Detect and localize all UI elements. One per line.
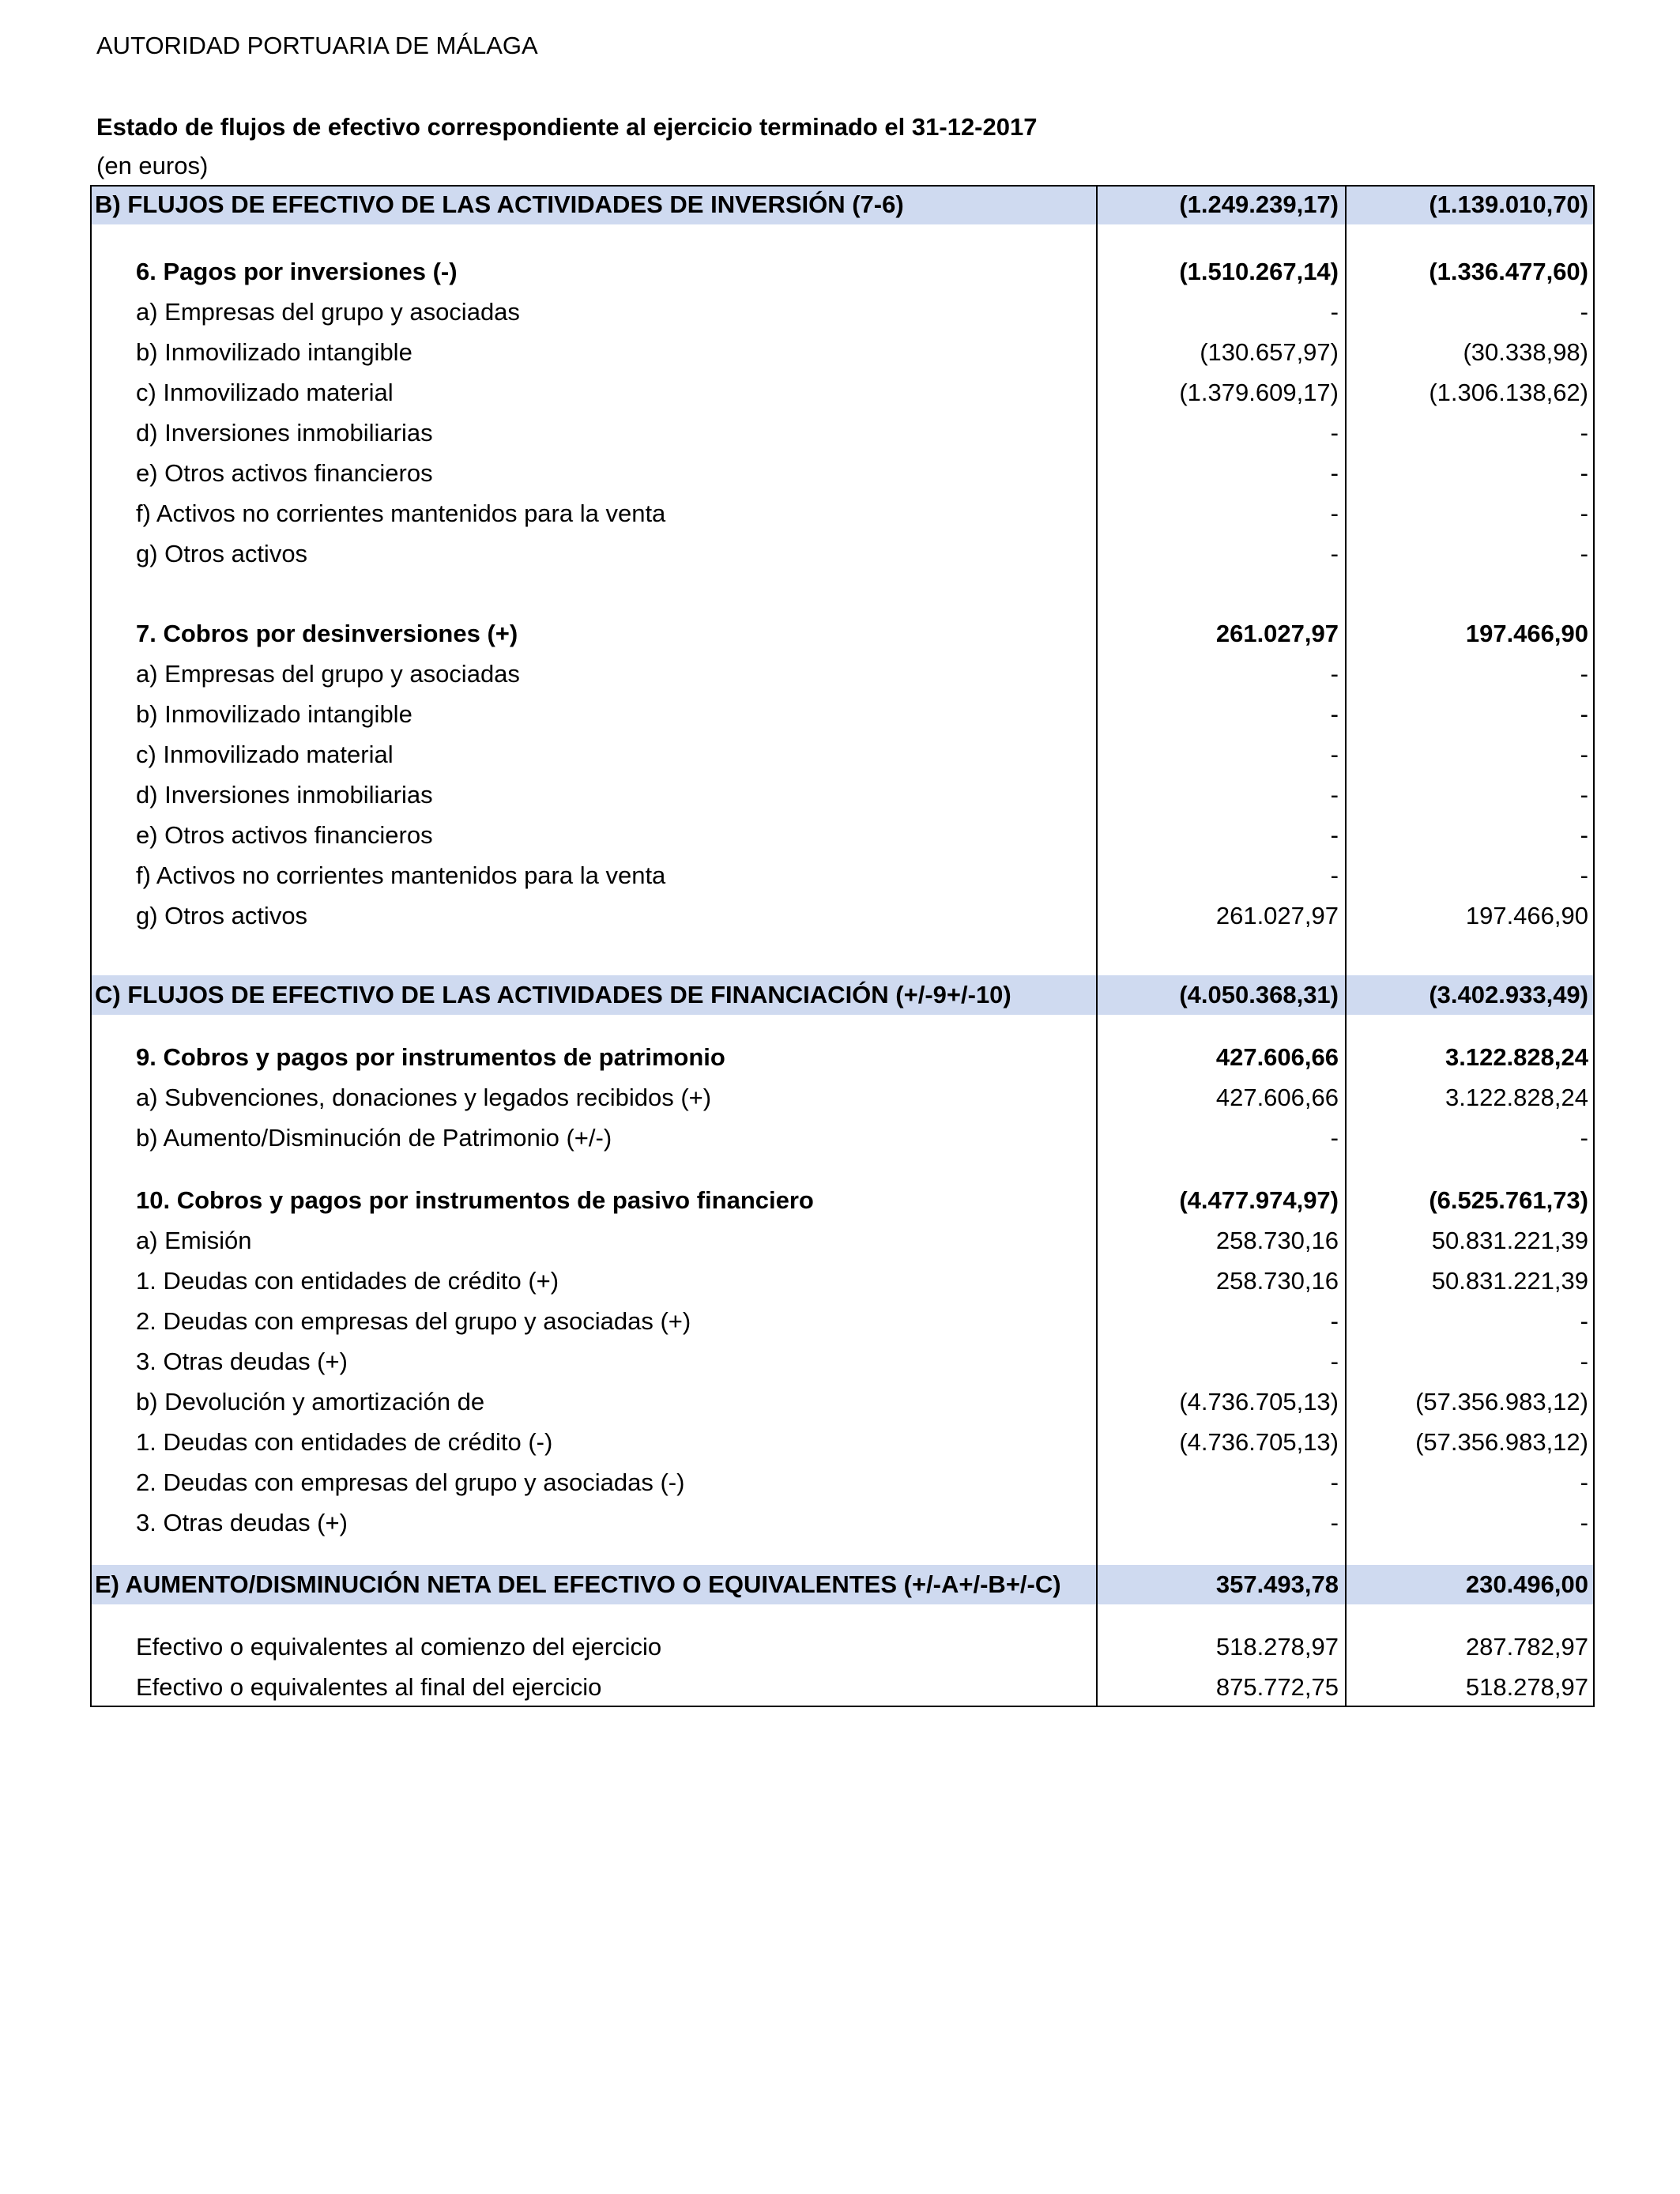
row-label: d) Inversiones inmobiliarias <box>136 780 433 809</box>
table-row <box>90 1667 1595 1707</box>
table-row <box>90 775 1595 815</box>
value-2016: 197.466,90 <box>1465 619 1588 647</box>
table-row <box>90 654 1595 694</box>
row-label: a) Empresas del grupo y asociadas <box>136 659 520 688</box>
row-label: e) Otros activos financieros <box>136 458 433 487</box>
value-2016: 230.496,00 <box>1465 1570 1588 1598</box>
row-label: b) Aumento/Disminución de Patrimonio (+/-) <box>136 1123 612 1152</box>
value-2017: - <box>1330 820 1339 849</box>
value-2016: 197.466,90 <box>1465 901 1588 929</box>
table-row <box>90 1462 1595 1502</box>
value-2017: 261.027,97 <box>1215 619 1339 647</box>
row-label: a) Emisión <box>136 1226 252 1254</box>
table-row <box>90 895 1595 936</box>
row-label: f) Activos no corrientes mantenidos para la venta <box>136 499 666 527</box>
row-label: c) Inmovilizado material <box>136 378 394 406</box>
value-2016: - <box>1580 418 1588 447</box>
table-row <box>90 855 1595 895</box>
table-row <box>90 815 1595 855</box>
table-border-bottom <box>90 1706 1595 1707</box>
row-label: 3. Otras deudas (+) <box>136 1347 348 1375</box>
column-divider-2 <box>1345 185 1347 1707</box>
value-2017: - <box>1330 740 1339 768</box>
value-2016: - <box>1580 1508 1588 1536</box>
table-row <box>90 1382 1595 1422</box>
value-2017: (4.736.705,13) <box>1179 1387 1339 1416</box>
table-row <box>90 493 1595 533</box>
value-2016: - <box>1580 499 1588 527</box>
table-row <box>90 453 1595 493</box>
currency-unit: (en euros) <box>96 152 209 179</box>
row-label: b) Inmovilizado intangible <box>136 699 412 728</box>
row-label: b) Inmovilizado intangible <box>136 337 412 366</box>
value-2017: (4.050.368,31) <box>1179 981 1339 1008</box>
row-label: 2. Deudas con empresas del grupo y asociadas (+) <box>136 1306 691 1335</box>
value-2016: - <box>1580 780 1588 809</box>
row-label: a) Subvenciones, donaciones y legados recibidos (+) <box>136 1083 712 1111</box>
spacer-row <box>90 1158 1595 1180</box>
spacer-row <box>90 1015 1595 1037</box>
table-row <box>90 332 1595 372</box>
value-2016: (1.139.010,70) <box>1429 190 1588 218</box>
row-label: Efectivo o equivalentes al final del ejercicio <box>136 1672 602 1701</box>
value-2016: - <box>1580 1468 1588 1496</box>
value-2017: (4.736.705,13) <box>1179 1427 1339 1456</box>
value-2016: - <box>1580 1347 1588 1375</box>
value-2016: - <box>1580 297 1588 326</box>
value-2016: 3.122.828,24 <box>1445 1042 1588 1071</box>
table-row <box>90 533 1595 574</box>
value-2017: (1.379.609,17) <box>1179 378 1339 406</box>
value-2017: 357.493,78 <box>1215 1570 1339 1598</box>
value-2016: (1.306.138,62) <box>1429 378 1588 406</box>
value-2017: 427.606,66 <box>1215 1042 1339 1071</box>
value-2016: 50.831.221,39 <box>1431 1266 1588 1295</box>
value-2016: - <box>1580 740 1588 768</box>
value-2017: 427.606,66 <box>1215 1083 1339 1111</box>
value-2017: - <box>1330 699 1339 728</box>
value-2017: - <box>1330 1123 1339 1152</box>
row-label: C) FLUJOS DE EFECTIVO DE LAS ACTIVIDADES DE FINANCIACIÓN (+/-9+/-10) <box>95 981 1011 1008</box>
value-2016: - <box>1580 1123 1588 1152</box>
table-row <box>90 1502 1595 1543</box>
value-2016: - <box>1580 820 1588 849</box>
table-row <box>90 1261 1595 1301</box>
table-row <box>90 1301 1595 1341</box>
value-2017: - <box>1330 1306 1339 1335</box>
row-label: B) FLUJOS DE EFECTIVO DE LAS ACTIVIDADES DE INVERSIÓN (7-6) <box>95 190 904 218</box>
value-2017: 258.730,16 <box>1215 1266 1339 1295</box>
table-row <box>90 694 1595 734</box>
statement-title: Estado de flujos de efectivo correspondiente al ejercicio terminado el 31-12-2017 <box>96 113 1038 141</box>
value-2016: - <box>1580 699 1588 728</box>
value-2016: 50.831.221,39 <box>1431 1226 1588 1254</box>
cash-flow-table <box>90 185 1595 1707</box>
section-header-row <box>90 185 1595 224</box>
value-2017: - <box>1330 418 1339 447</box>
row-label: 1. Deudas con entidades de crédito (+) <box>136 1266 559 1295</box>
value-2017: 258.730,16 <box>1215 1226 1339 1254</box>
value-2017: (4.477.974,97) <box>1179 1186 1339 1214</box>
value-2016: (30.338,98) <box>1463 337 1588 366</box>
subtotal-row <box>90 1180 1595 1220</box>
value-2016: - <box>1580 1306 1588 1335</box>
row-label: Efectivo o equivalentes al comienzo del ejercicio <box>136 1632 662 1661</box>
subtotal-row <box>90 613 1595 654</box>
value-2017: - <box>1330 659 1339 688</box>
value-2016: (57.356.983,12) <box>1415 1387 1588 1416</box>
value-2017: - <box>1330 499 1339 527</box>
value-2016: - <box>1580 539 1588 567</box>
row-label: 1. Deudas con entidades de crédito (-) <box>136 1427 553 1456</box>
value-2016: 3.122.828,24 <box>1445 1083 1588 1111</box>
value-2017: - <box>1330 1508 1339 1536</box>
value-2017: 261.027,97 <box>1215 901 1339 929</box>
value-2017: 518.278,97 <box>1215 1632 1339 1661</box>
value-2016: (57.356.983,12) <box>1415 1427 1588 1456</box>
value-2017: (1.249.239,17) <box>1179 190 1339 218</box>
spacer-row <box>90 1604 1595 1627</box>
value-2017: (130.657,97) <box>1200 337 1339 366</box>
section-header-row <box>90 1565 1595 1604</box>
table-row <box>90 1118 1595 1158</box>
row-label: a) Empresas del grupo y asociadas <box>136 297 520 326</box>
spacer-row <box>90 574 1595 613</box>
row-label: 9. Cobros y pagos por instrumentos de patrimonio <box>136 1042 725 1071</box>
table-border-left <box>90 185 92 1707</box>
row-label: 10. Cobros y pagos por instrumentos de pasivo financiero <box>136 1186 814 1214</box>
value-2017: (1.510.267,14) <box>1179 257 1339 285</box>
table-row <box>90 413 1595 453</box>
value-2017: - <box>1330 539 1339 567</box>
value-2016: - <box>1580 458 1588 487</box>
subtotal-row <box>90 251 1595 292</box>
spacer-row <box>90 1543 1595 1565</box>
table-border-top <box>90 185 1595 187</box>
row-label: 2. Deudas con empresas del grupo y asociadas (-) <box>136 1468 685 1496</box>
row-label: f) Activos no corrientes mantenidos para la venta <box>136 861 666 889</box>
value-2016: 287.782,97 <box>1465 1632 1588 1661</box>
row-label: g) Otros activos <box>136 539 308 567</box>
value-2016: (3.402.933,49) <box>1429 981 1588 1008</box>
row-label: 6. Pagos por inversiones (-) <box>136 257 458 285</box>
value-2017: - <box>1330 1468 1339 1496</box>
value-2017: - <box>1330 297 1339 326</box>
organization-name: AUTORIDAD PORTUARIA DE MÁLAGA <box>96 32 538 59</box>
value-2016: (6.525.761,73) <box>1429 1186 1588 1214</box>
value-2017: 875.772,75 <box>1215 1672 1339 1701</box>
value-2016: 518.278,97 <box>1465 1672 1588 1701</box>
section-header-row <box>90 975 1595 1015</box>
row-label: e) Otros activos financieros <box>136 820 433 849</box>
column-divider-1 <box>1096 185 1098 1707</box>
table-border-right <box>1593 185 1595 1707</box>
table-row <box>90 734 1595 775</box>
table-row <box>90 1341 1595 1382</box>
row-label: 3. Otras deudas (+) <box>136 1508 348 1536</box>
row-label: g) Otros activos <box>136 901 308 929</box>
table-row <box>90 1422 1595 1462</box>
subtotal-row <box>90 1037 1595 1077</box>
row-label: d) Inversiones inmobiliarias <box>136 418 433 447</box>
table-row <box>90 1220 1595 1261</box>
spacer-row <box>90 224 1595 251</box>
value-2016: - <box>1580 861 1588 889</box>
table-row <box>90 1627 1595 1667</box>
value-2017: - <box>1330 780 1339 809</box>
value-2017: - <box>1330 458 1339 487</box>
row-label: 7. Cobros por desinversiones (+) <box>136 619 518 647</box>
table-row <box>90 292 1595 332</box>
row-label: c) Inmovilizado material <box>136 740 394 768</box>
row-label: b) Devolución y amortización de <box>136 1387 485 1416</box>
spacer-row <box>90 936 1595 975</box>
row-label: E) AUMENTO/DISMINUCIÓN NETA DEL EFECTIVO O EQUIVALENTES (+/-A+/-B+/-C) <box>95 1570 1061 1598</box>
value-2017: - <box>1330 861 1339 889</box>
table-row <box>90 1077 1595 1118</box>
table-row <box>90 372 1595 413</box>
value-2017: - <box>1330 1347 1339 1375</box>
value-2016: - <box>1580 659 1588 688</box>
value-2016: (1.336.477,60) <box>1429 257 1588 285</box>
